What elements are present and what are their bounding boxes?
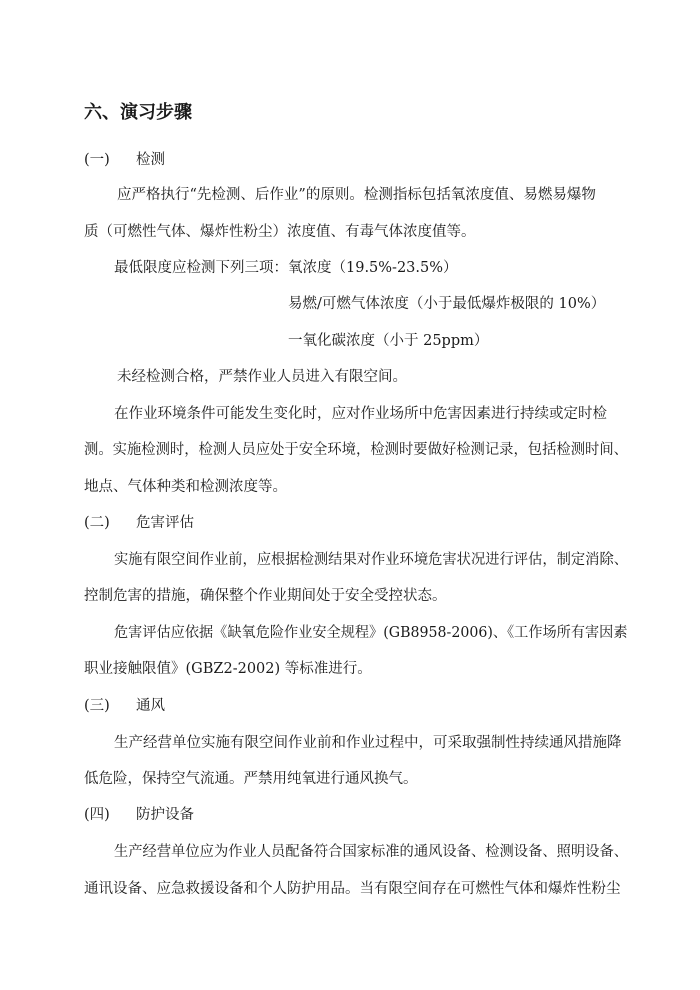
paragraph-line: 低危险，保持空气流通。严禁用纯氧进行通风换气。 (84, 771, 418, 787)
paragraph-line: 未经检测合格，严禁作业人员进入有限空间。 (117, 369, 407, 385)
section-title: 六、演习步骤 (84, 102, 192, 123)
paragraph-line: 危害评估应依据《缺氧危险作业安全规程》(GB8958-2006)、《工作场所有害因素 (114, 625, 628, 641)
paragraph-line: 测。实施检测时，检测人员应处于安全环境，检测时要做好检测记录，包括检测时间、 (84, 442, 629, 458)
subsection-name: 通风 (136, 698, 165, 714)
subsection-number: (四) (84, 807, 110, 823)
paragraph-line: 一氧化碳浓度（小于 25ppm） (288, 333, 489, 349)
subsection-name: 防护设备 (136, 807, 194, 823)
paragraph-line: 应严格执行“先检测、后作业”的原则。检测指标包括氧浓度值、易燃易爆物 (117, 187, 596, 203)
subsection-name: 检测 (136, 152, 165, 168)
subsection-number: (三) (84, 698, 110, 714)
subsection-number: (二) (84, 515, 110, 531)
subsection-name: 危害评估 (136, 515, 194, 531)
subsection-heading-4 (84, 806, 194, 824)
paragraph-line: 在作业环境条件可能发生变化时，应对作业场所中危害因素进行持续或定时检 (114, 406, 607, 422)
paragraph-line: 控制危害的措施，确保整个作业期间处于安全受控状态。 (84, 588, 447, 604)
subsection-heading-1 (84, 151, 165, 169)
paragraph-line: 通讯设备、应急救援设备和个人防护用品。当有限空间存在可燃性气体和爆炸性粉尘 (84, 881, 621, 897)
subsection-number: (一) (84, 152, 110, 168)
paragraph-line: 易燃/可燃气体浓度（小于最低爆炸极限的 10%） (288, 296, 606, 312)
paragraph-line: 地点、气体种类和检测浓度等。 (84, 479, 287, 495)
subsection-heading-2 (84, 514, 194, 532)
paragraph-line: 质（可燃性气体、爆炸性粉尘）浓度值、有毒气体浓度值等。 (84, 224, 476, 240)
subsection-heading-3 (84, 697, 165, 715)
paragraph-line: 生产经营单位实施有限空间作业前和作业过程中，可采取强制性持续通风措施降 (114, 735, 622, 751)
paragraph-line: 职业接触限值》(GBZ2-2002) 等标准进行。 (84, 661, 372, 677)
paragraph-line: 生产经营单位应为作业人员配备符合国家标准的通风设备、检测设备、照明设备、 (114, 844, 629, 860)
paragraph-line: 最低限度应检测下列三项：氧浓度（19.5%-23.5%） (114, 260, 458, 276)
paragraph-line: 实施有限空间作业前，应根据检测结果对作业环境危害状况进行评估，制定消除、 (114, 552, 629, 568)
